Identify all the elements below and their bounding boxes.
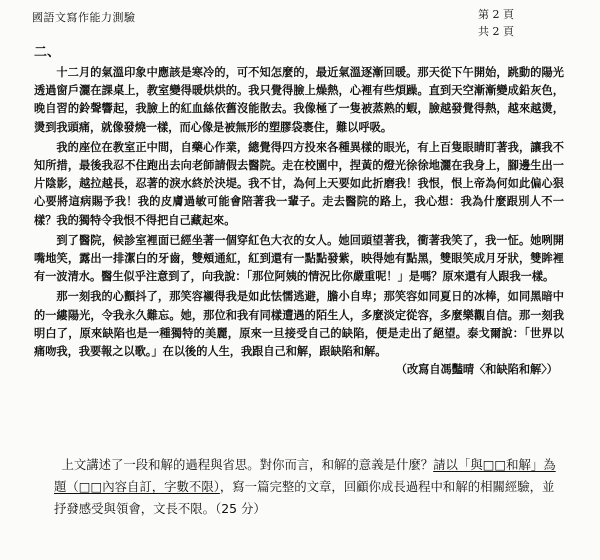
prompt-requirements: ，寫一篇完整的文章，回顧你成長過程中和解的相關經驗，並抒發感受與領會，文長不限。（25 分） (54, 479, 555, 516)
passage-source: （改寫自馮豔晴〈和缺陷和解〉） (395, 362, 558, 377)
page-indicator (478, 6, 514, 40)
passage-paragraph-4-text: 那一刻我的心顫抖了，那笑容襯得我是如此怯懦逃避，膽小自卑；那笑容如同夏日的冰棒，如同黑暗中的一縷陽光，令我永久難忘。她，那位和我有同樣遭遇的陌生人，多麼淡定從容，多麼樂觀自信。那一刻我明白了，原來缺陷也是一種獨特的美麗，原來一旦接受自己的缺陷，便是走出了絕望。泰戈爾說：「世界以痛吻我，我要報之以歌。」在以後的人生，我跟自己和解，跟缺陷和解。 (34, 289, 564, 359)
writing-prompt (54, 454, 559, 520)
prompt-title-instruction: 請以「與□□和解」為題（□□內容自訂，字數不限） (54, 457, 556, 494)
page-number: 第 2 頁 (478, 8, 514, 21)
reading-passage (34, 63, 564, 380)
passage-paragraph-3: 到了醫院，候診室裡面已經坐著一個穿紅色大衣的女人。她回頭望著我，衝著我笑了，我一怔。她咧開嘴地笑，露出一排潔白的牙齒，雙頰通紅，紅到還有一點點發紫，映得她有點黑，雙眼笑成月牙狀，雙眸裡有一波清水。醫生似乎注意到了，向我說：「那位阿姨的情況比你嚴重呢！」是嗎？原來還有人跟我一樣。 (34, 232, 564, 284)
passage-paragraph-4 (34, 287, 564, 378)
section-label: 二、 (34, 45, 61, 60)
page-total: 共 2 頁 (478, 25, 514, 38)
prompt-intro: 上文講述了一段和解的過程與省思。對你而言，和解的意義是什麼？ (61, 457, 434, 472)
exam-title: 國語文寫作能力測驗 (32, 11, 136, 24)
passage-paragraph-2: 我的座位在教室正中間，自藥心作業，總覺得四方投來各種異樣的眼光，有上百隻眼睛盯著我，讓我不知所措，最後我忍不住跑出去向老師請假去醫院。走在校園中，捏黃的燈光徐徐地灑在我身上，腳邊生出一片陰影，越拉越長，忍著的淚水終於決堤。我不甘，為何上天要如此折磨我！我恨，恨上帝為何如此偏心狠心要將這病賜予我！我的皮膚過敏可能會陪著我一輩子。走去醫院的路上，我心想：我為什麼跟別人不一樣？我的獨特令我恨不得把自己藏起來。 (34, 139, 564, 227)
passage-paragraph-1: 十二月的氣溫印象中應該是寒冷的，可不知怎麼的，最近氣溫逐漸回暖。那天從下午開始，跳動的陽光透過窗戶灑在課桌上，教室變得暖烘烘的。我只覺得臉上燥熱，心裡有些煩躁。直到天空漸漸變成鉛灰色，晚自習的鈴聲響起，我臉上的紅血絲依舊沒能散去。我像極了一隻被蒸熟的蝦，臉越發覺得熱，越來越燙，燙到我頭痛，就像發燒一樣，而心像是被無形的塑膠袋裹住，難以呼吸。 (34, 65, 564, 134)
